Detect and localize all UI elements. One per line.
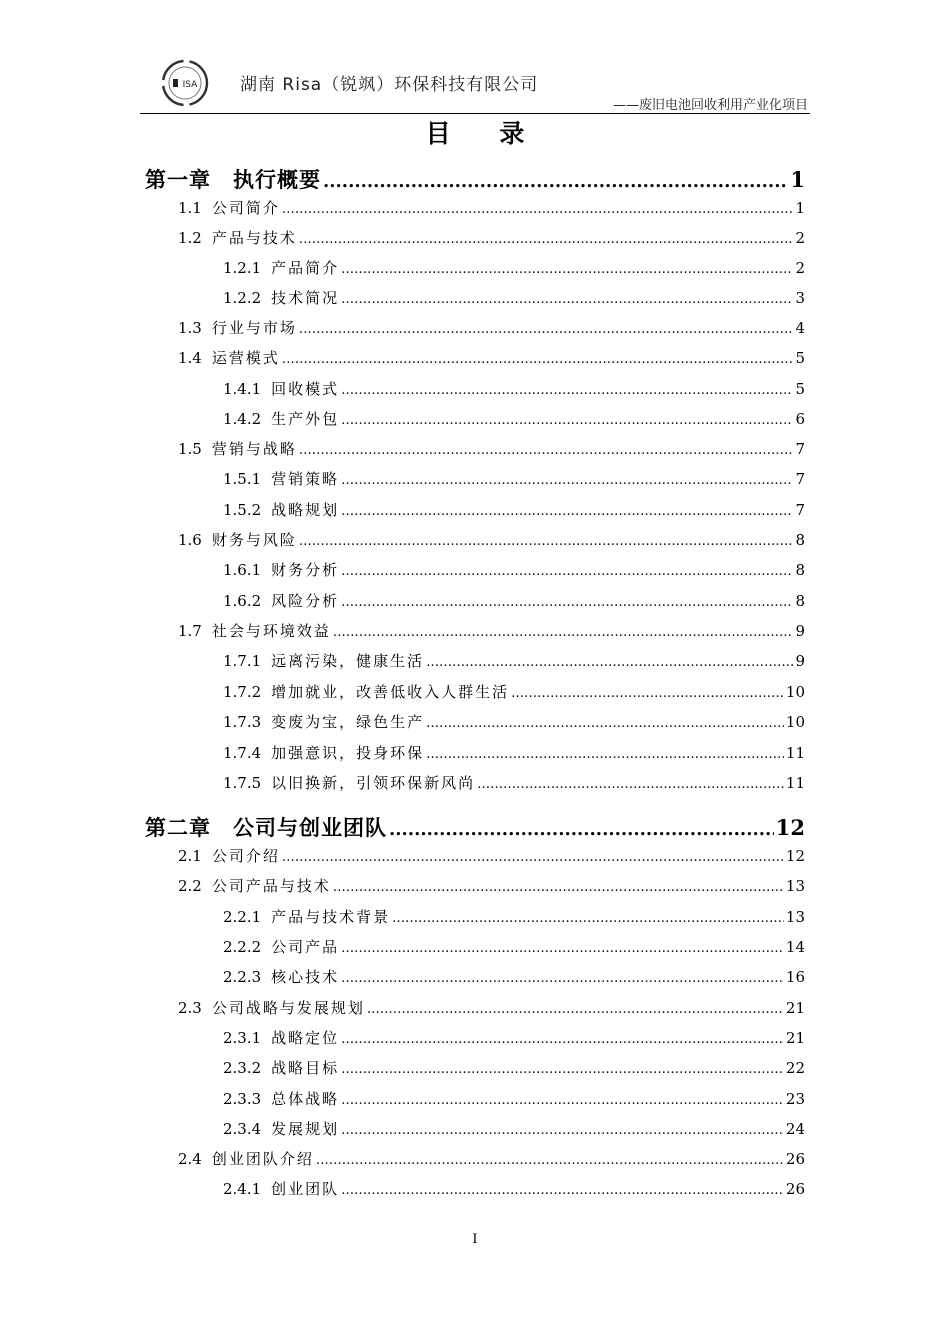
toc-leader-dots: [426, 716, 784, 731]
toc-entry-number: 2.1: [178, 847, 202, 865]
toc-entry-page: 3: [795, 289, 805, 307]
toc-entry-number: 1.5: [178, 440, 202, 458]
toc-leader-dots: [316, 1153, 784, 1168]
toc-entry[interactable]: [178, 227, 805, 249]
toc-leader-dots: [389, 819, 774, 840]
toc-leader-dots: [282, 850, 784, 865]
toc-entry-page: 8: [795, 561, 805, 579]
toc-entry-page: 24: [785, 1120, 805, 1138]
toc-entry-label: 核心技术: [271, 968, 340, 986]
toc-entry-page: 6: [795, 410, 805, 428]
toc-leader-dots: [282, 202, 794, 217]
toc-entry[interactable]: [223, 681, 805, 703]
toc-entry-label: 产品与技术背景: [271, 908, 391, 926]
toc-entry-number: 1.6.2: [223, 592, 262, 610]
toc-entry-label: 创业团队: [271, 1180, 340, 1198]
toc-entry[interactable]: [145, 812, 805, 840]
toc-entry-number: 1.3: [178, 319, 202, 337]
toc-entry-label: 公司与创业团队: [233, 816, 387, 840]
toc-entry-number: 2.3.3: [223, 1090, 262, 1108]
toc-entry-label: 回收模式: [271, 380, 340, 398]
toc-entry-number: 第一章: [145, 168, 211, 192]
toc-leader-dots: [341, 262, 793, 277]
toc-entry-number: 1.7.3: [223, 713, 262, 731]
toc-entry[interactable]: [223, 936, 805, 958]
toc-entry-number: 1.7.4: [223, 744, 262, 762]
toc-entry-page: 11: [785, 774, 805, 792]
toc-entry[interactable]: [178, 529, 805, 551]
toc-entry-label: 生产外包: [271, 410, 340, 428]
toc-entry-number: 2.3.4: [223, 1120, 262, 1138]
toc-entry-page: 1: [790, 167, 805, 192]
toc-entry[interactable]: [223, 378, 805, 400]
toc-entry-label: 财务分析: [271, 561, 340, 579]
toc-entry-page: 5: [795, 349, 805, 367]
toc-entry-number: 第二章: [145, 816, 211, 840]
toc-entry[interactable]: [178, 875, 805, 897]
toc-entry-number: 1.7.1: [223, 652, 262, 670]
toc-entry-page: 4: [795, 319, 805, 337]
toc-entry-number: 1.6: [178, 531, 202, 549]
toc-entry-number: 1.1: [178, 199, 202, 217]
toc-entry-number: 2.4: [178, 1150, 202, 1168]
toc-entry-label: 产品与技术: [211, 229, 297, 247]
toc-entry-label: 远离污染，健康生活: [271, 652, 425, 670]
toc-entry-label: 技术简况: [271, 289, 340, 307]
toc-entry[interactable]: [223, 1027, 805, 1049]
toc-entry[interactable]: [178, 1148, 805, 1170]
toc-entry-label: 战略规划: [271, 501, 340, 519]
toc-entry-number: 2.2: [178, 877, 202, 895]
toc-entry-page: 10: [785, 683, 805, 701]
toc-leader-dots: [323, 171, 788, 192]
toc-entry-label: 以旧换新，引领环保新风尚: [271, 774, 476, 792]
toc-leader-dots: [341, 595, 793, 610]
toc-entry-number: 2.3.1: [223, 1029, 262, 1047]
toc-entry[interactable]: [223, 590, 805, 612]
toc-leader-dots: [341, 941, 784, 956]
toc-entry-page: 7: [795, 440, 805, 458]
toc-entry-page: 13: [785, 908, 805, 926]
toc-entry[interactable]: [223, 1088, 805, 1110]
toc-leader-dots: [299, 443, 794, 458]
toc-entry[interactable]: [145, 164, 805, 192]
toc-entry[interactable]: [223, 650, 805, 672]
toc-entry-label: 公司战略与发展规划: [211, 999, 365, 1017]
toc-leader-dots: [341, 1032, 784, 1047]
toc-entry[interactable]: [223, 287, 805, 309]
toc-entry-label: 总体战略: [271, 1090, 340, 1108]
toc-leader-dots: [341, 1123, 784, 1138]
toc-leader-dots: [299, 534, 794, 549]
toc-entry-label: 公司简介: [211, 199, 280, 217]
toc-leader-dots: [511, 686, 784, 701]
toc-title: 目 录: [425, 119, 545, 148]
toc-entry[interactable]: [178, 438, 805, 460]
toc-leader-dots: [341, 564, 793, 579]
toc-entry[interactable]: [178, 845, 805, 867]
toc-entry-number: 2.2.3: [223, 968, 262, 986]
toc-leader-dots: [299, 232, 794, 247]
toc-entry-label: 风险分析: [271, 592, 340, 610]
toc-entry[interactable]: [223, 966, 805, 988]
toc-entry-page: 5: [795, 380, 805, 398]
toc-entry[interactable]: [223, 711, 805, 733]
toc-entry[interactable]: [178, 197, 805, 219]
toc-entry[interactable]: [223, 906, 805, 928]
toc-entry-label: 战略定位: [271, 1029, 340, 1047]
toc-entry-number: 2.4.1: [223, 1180, 262, 1198]
toc-entry[interactable]: [178, 620, 805, 642]
toc-entry-label: 变废为宝，绿色生产: [271, 713, 425, 731]
toc-entry-label: 行业与市场: [211, 319, 297, 337]
toc-entry-page: 7: [795, 470, 805, 488]
toc-entry-page: 7: [795, 501, 805, 519]
toc-entry-label: 加强意识，投身环保: [271, 744, 425, 762]
toc-entry[interactable]: [223, 1057, 805, 1079]
toc-entry-page: 9: [795, 622, 805, 640]
toc-leader-dots: [341, 473, 793, 488]
toc-leader-dots: [392, 911, 784, 926]
toc-entry-number: 1.4: [178, 349, 202, 367]
toc-entry-label: 增加就业，改善低收入人群生活: [271, 683, 510, 701]
toc-leader-dots: [341, 1062, 784, 1077]
toc-entry-number: 1.7.5: [223, 774, 262, 792]
toc-entry-page: 26: [785, 1150, 805, 1168]
toc-entry-page: 2: [795, 259, 805, 277]
toc-leader-dots: [299, 322, 794, 337]
toc-leader-dots: [341, 504, 793, 519]
toc-entry-number: 2.3: [178, 999, 202, 1017]
toc-entry-label: 社会与环境效益: [211, 622, 331, 640]
toc-entry-page: 21: [785, 1029, 805, 1047]
toc-leader-dots: [477, 777, 784, 792]
toc-entry-page: 1: [795, 199, 805, 217]
toc-leader-dots: [333, 880, 784, 895]
toc-entry[interactable]: [223, 408, 805, 430]
toc-entry-page: 26: [785, 1180, 805, 1198]
toc-entry-label: 公司产品: [271, 938, 340, 956]
toc-entry-page: 22: [785, 1059, 805, 1077]
toc-entry-page: 23: [785, 1090, 805, 1108]
toc-entry-page: 16: [785, 968, 805, 986]
toc-entry-label: 创业团队介绍: [211, 1150, 314, 1168]
toc-entry-label: 营销策略: [271, 470, 340, 488]
toc-entry-label: 产品简介: [271, 259, 340, 277]
toc-entry[interactable]: [178, 347, 805, 369]
toc-leader-dots: [341, 1093, 784, 1108]
toc-entry-number: 1.4.2: [223, 410, 262, 428]
project-name: ——废旧电池回收利用产业化项目: [612, 98, 808, 113]
toc-entry[interactable]: [223, 1178, 805, 1200]
toc-entry-page: 11: [785, 744, 805, 762]
toc-entry-page: 9: [795, 652, 805, 670]
toc-entry-page: 8: [795, 592, 805, 610]
toc-entry-label: 战略目标: [271, 1059, 340, 1077]
toc-entry-number: 2.3.2: [223, 1059, 262, 1077]
toc-entry-number: 1.7: [178, 622, 202, 640]
toc-leader-dots: [367, 1002, 784, 1017]
toc-entry-number: 2.2.2: [223, 938, 262, 956]
toc-entry-page: 8: [795, 531, 805, 549]
company-name: 湖南 Risa（锐飒）环保科技有限公司: [240, 75, 539, 95]
toc-leader-dots: [426, 655, 793, 670]
toc-entry[interactable]: [223, 742, 805, 764]
toc-leader-dots: [341, 1183, 784, 1198]
toc-entry-label: 运营模式: [211, 349, 280, 367]
toc-entry[interactable]: [178, 317, 805, 339]
toc-leader-dots: [341, 292, 793, 307]
toc-leader-dots: [341, 413, 793, 428]
toc-leader-dots: [333, 625, 794, 640]
toc-entry[interactable]: [223, 499, 805, 521]
toc-entry-label: 财务与风险: [211, 531, 297, 549]
toc-leader-dots: [426, 747, 784, 762]
toc-entry-number: 1.2: [178, 229, 202, 247]
toc-entry-page: 2: [795, 229, 805, 247]
toc-entry-label: 执行概要: [233, 168, 321, 192]
toc-entry[interactable]: [223, 772, 805, 794]
toc-entry[interactable]: [178, 997, 805, 1019]
toc-entry-page: 10: [785, 713, 805, 731]
toc-leader-dots: [341, 383, 793, 398]
toc-entry-number: 1.2.2: [223, 289, 262, 307]
toc-entry[interactable]: [223, 559, 805, 581]
toc-entry-number: 1.5.2: [223, 501, 262, 519]
toc-entry[interactable]: [223, 257, 805, 279]
toc-leader-dots: [341, 971, 784, 986]
toc-entry-number: 1.7.2: [223, 683, 262, 701]
toc-entry-page: 14: [785, 938, 805, 956]
toc-entry-number: 1.6.1: [223, 561, 262, 579]
logo-text: ISA: [182, 80, 198, 90]
toc-entry-number: 2.2.1: [223, 908, 262, 926]
toc-entry-label: 公司产品与技术: [211, 877, 331, 895]
toc-entry-page: 21: [785, 999, 805, 1017]
toc-entry[interactable]: [223, 468, 805, 490]
toc-entry-number: 1.2.1: [223, 259, 262, 277]
toc-entry-label: 发展规划: [271, 1120, 340, 1138]
toc-entry-page: 13: [785, 877, 805, 895]
toc-entry-number: 1.4.1: [223, 380, 262, 398]
toc-entry-label: 营销与战略: [211, 440, 297, 458]
toc-entry-label: 公司介绍: [211, 847, 280, 865]
toc-entry-number: 1.5.1: [223, 470, 262, 488]
toc-entry[interactable]: [223, 1118, 805, 1140]
toc-entry-page: 12: [785, 847, 805, 865]
toc-entry-page: 12: [775, 815, 805, 840]
toc-leader-dots: [282, 352, 794, 367]
page-number: I: [472, 1232, 478, 1247]
